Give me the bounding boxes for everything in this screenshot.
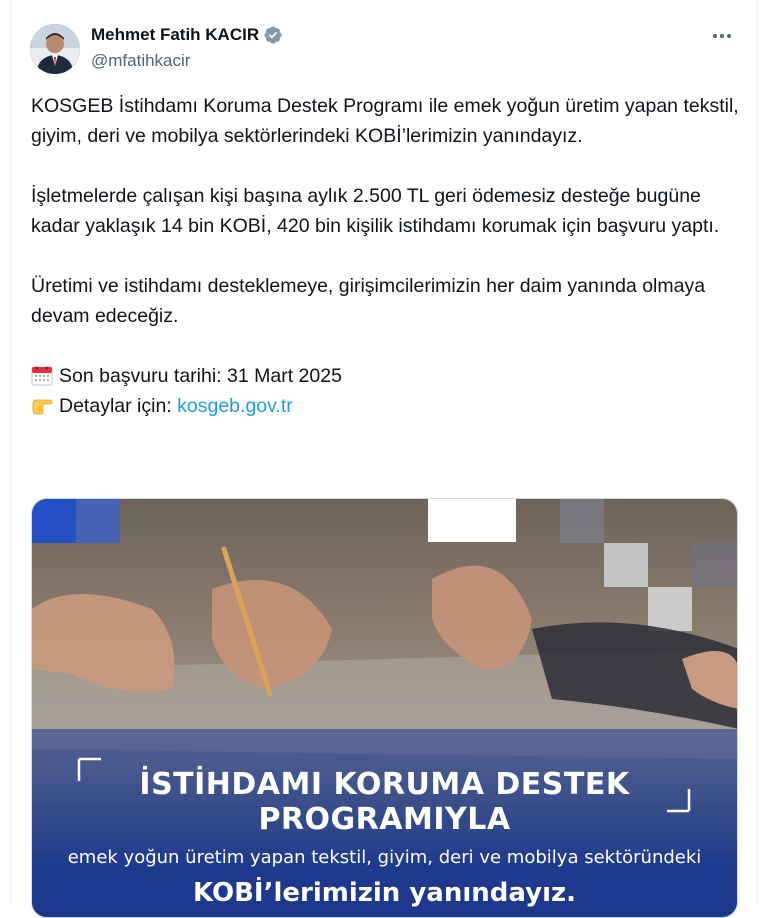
tweet-paragraph: KOSGEB İstihdamı Koruma Destek Programı ile emek yoğun üretim yapan tekstil, giyim, deri ve mobilya sektörlerindeki KOBİ’lerimizin yanındayız. (31, 95, 739, 147)
deadline-text: Son başvuru tarihi: 31 Mart 2025 (59, 365, 342, 387)
avatar[interactable] (30, 24, 80, 74)
author-handle[interactable]: @mfatihkacir (91, 51, 191, 70)
author-row (91, 25, 283, 45)
tweet-paragraph: İşletmelerde çalışan kişi başına aylık 2.500 TL geri ödemesiz desteğe bugüne kadar yaklaşık 14 bin KOBİ, 420 bin kişilik istihdamı korumak için başvuru yaptı. (31, 185, 720, 237)
author-name[interactable]: Mehmet Fatih KACIR (91, 25, 260, 44)
tweet-paragraph: Üretimi ve istihdamı desteklemeye, girişimcilerimizin her daim yanında olmaya devam edeceğiz. (31, 275, 706, 327)
details-label: Detaylar için: (59, 395, 172, 417)
pointing-hand-icon (31, 394, 53, 416)
calendar-icon (31, 364, 53, 386)
tweet-media-image[interactable] (31, 498, 738, 918)
details-line (31, 391, 743, 421)
avatar-image (30, 24, 80, 74)
tweet-card[interactable] (10, 0, 758, 908)
more-options-icon[interactable] (709, 26, 735, 46)
media-caption (32, 767, 737, 908)
verified-badge-icon[interactable] (263, 25, 283, 45)
details-link[interactable]: kosgeb.gov.tr (177, 395, 293, 417)
media-subline: emek yoğun üretim yapan tekstil, giyim, deri ve mobilya sektöründeki (67, 847, 702, 868)
media-headline: İSTİHDAMI KORUMA DESTEK PROGRAMIYLA (139, 767, 630, 837)
media-closing: KOBİ’lerimizin yanındayız. (193, 878, 576, 908)
tweet-text (31, 91, 743, 421)
deadline-line (31, 361, 743, 391)
